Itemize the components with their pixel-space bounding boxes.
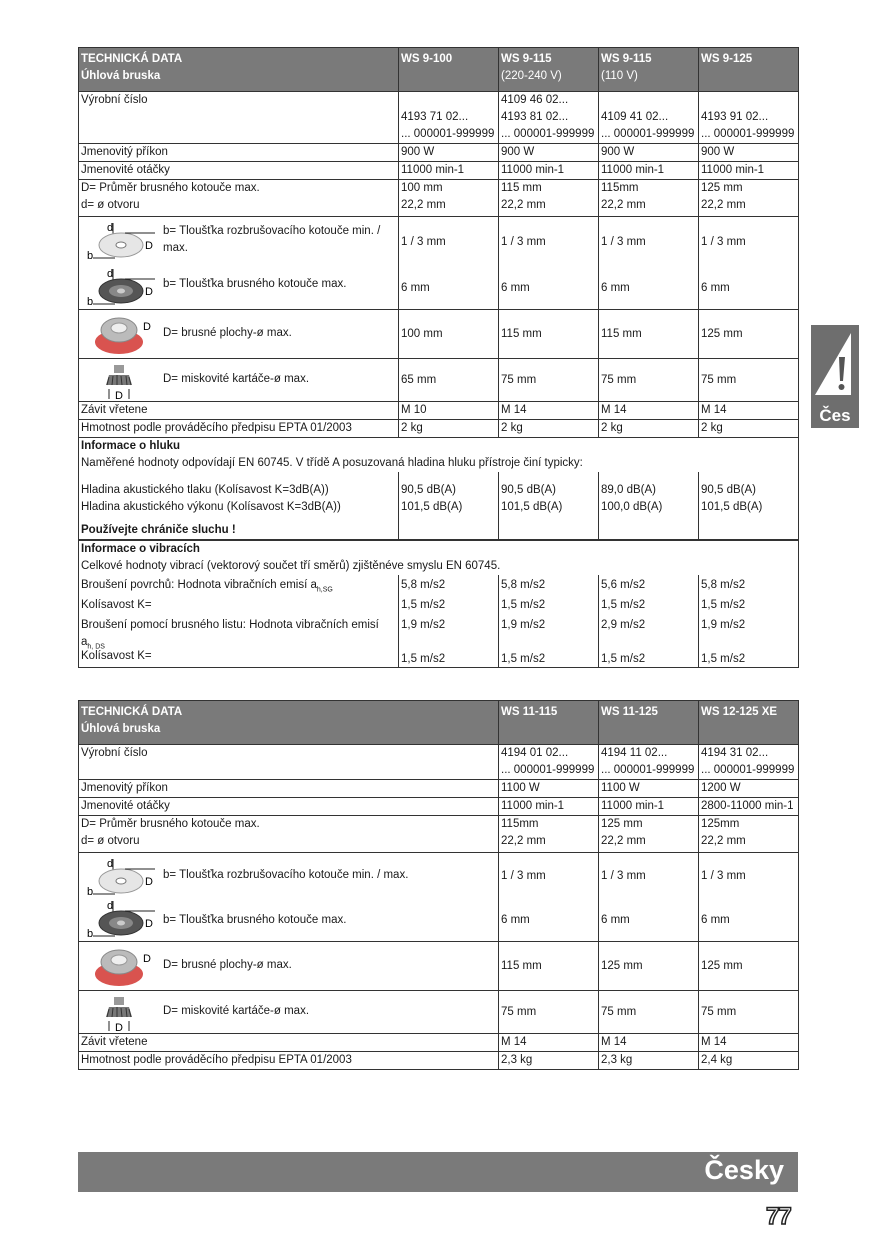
svg-text:b: b [87, 250, 94, 262]
table-row: Broušení povrchů: Hodnota vibračních emisí $a_{h,SG}$ Kolísavost K= Broušení pomocí brusného listu: Hodnota vibračních emisí $a_{h, DS}$ Kolísavost K= 5,8 m/s2 1,5 m/s2 1,9 m/s2 1,5 m/s2 5,8 m/s2 1,5 m/s2 1,9 m/s2 1,5 m/s2 5,6 m/s2 1,5 m/s2 2,9 m/s2 1,5 m/s2 5,8 m/s2 1,5 m/s2 1,9 m/s2 1,5 m/s2 [79, 575, 799, 668]
hearing-protection-warning: Používejte chrániče sluchu ! [81, 524, 236, 536]
vibration-heading: Informace o vibracích [81, 543, 200, 555]
tech-data-table-2 [78, 700, 799, 1070]
grinding-disc-icon [85, 899, 155, 941]
tech-data-table-1 [78, 47, 799, 668]
table-row: Jmenovitý příkon 1100 W 1100 W 1200 W [79, 780, 799, 798]
model-header: WS 9-100 [399, 48, 499, 92]
page-number: 77 [766, 1203, 791, 1230]
footer-language-bar [78, 1152, 798, 1192]
table-row: Jmenovité otáčky 11000 min-1 11000 min-1 11000 min-1 11000 min-1 [79, 162, 799, 180]
table-row: Závit vřetene M 14 M 14 M 14 [79, 1034, 799, 1052]
model-header: WS 12-125 XE [699, 701, 799, 745]
table-row: Výrobní číslo 4194 01 02... ... 000001-999999 4194 11 02... ... 000001-999999 4194 31 02... ... 000001-999999 [79, 745, 799, 780]
svg-text:D: D [143, 321, 151, 333]
svg-text:d: d [107, 222, 114, 234]
svg-text:d: d [107, 858, 114, 870]
cup-brush-icon [105, 363, 135, 401]
table-row: Jmenovitý příkon 900 W 900 W 900 W 900 W [79, 144, 799, 162]
model-header: WS 11-125 [599, 701, 699, 745]
sanding-pad-icon [93, 314, 155, 356]
model-header: WS 11-115 [499, 701, 599, 745]
language-side-tab [811, 325, 859, 428]
table-row: d b D d b D b= Tloušťka rozbrušovacího kotouče min. / max. b= Tloušťka brusného kotouče max. 1 / 3 mm 6 mm 1 / 3 mm 6 mm 1 / 3 mm 6 mm [79, 853, 799, 942]
table-row: D D= brusné plochy-ø max. 100 mm 115 mm 115 mm 125 mm [79, 310, 799, 359]
grinding-disc-icon [85, 267, 155, 309]
svg-text:D: D [115, 1022, 123, 1033]
vibration-section [79, 540, 799, 575]
cutting-disc-icon [85, 221, 155, 263]
table-row: Výrobní číslo 4193 71 02... ... 000001-999999 4109 46 02... 4193 81 02... ... 000001-999999 4109 41 02... ... 000001-999999 4193 91 02... ... 000001-999999 [79, 92, 799, 144]
table-row: Hmotnost podle prováděcího předpisu EPTA 01/2003 2 kg 2 kg 2 kg 2 kg [79, 420, 799, 438]
table-row: Hmotnost podle prováděcího předpisu EPTA 01/2003 2,3 kg 2,3 kg 2,4 kg [79, 1052, 799, 1070]
warning-icon [811, 329, 859, 399]
table-title: TECHNICKÁ DATA Úhlová bruska [79, 701, 499, 745]
model-header: WS 9-115 (220-240 V) [499, 48, 599, 92]
table-row: Závit vřetene M 10 M 14 M 14 M 14 [79, 402, 799, 420]
table-row: D D= miskovité kartáče-ø max. 65 mm 75 mm 75 mm 75 mm [79, 359, 799, 402]
svg-text:b: b [87, 296, 94, 308]
svg-text:b: b [87, 928, 94, 940]
sanding-pad-icon [93, 946, 155, 988]
model-header: WS 9-115 (110 V) [599, 48, 699, 92]
cup-brush-icon [105, 995, 135, 1033]
noise-heading: Informace o hluku [81, 440, 181, 452]
svg-text:D: D [145, 876, 153, 888]
noise-intro: Naměřené hodnoty odpovídají EN 60745. V třídě A posuzovaná hladina hluku přístroje činí typicky: [81, 457, 583, 469]
footer-language: Česky [704, 1155, 784, 1185]
table-row: D D= miskovité kartáče-ø max. 75 mm 75 mm 75 mm [79, 991, 799, 1034]
table-row: Jmenovité otáčky 11000 min-1 11000 min-1 2800-11000 min-1 [79, 798, 799, 816]
table-row: d b D d b D b= Tloušťka rozbrušovacího kotouče min. / max. b= Tloušťka brusného kotouče max. 1 / 3 mm 6 mm 1 / 3 mm 6 mm 1 / 3 mm 6 mm 1 / 3 mm 6 mm [79, 217, 799, 310]
side-tab-label: Čes [819, 406, 851, 425]
table-title: TECHNICKÁ DATA Úhlová bruska [79, 48, 399, 92]
model-header: WS 9-125 [699, 48, 799, 92]
vibration-intro: Celkové hodnoty vibrací (vektorový součet tří směrů) zjištěnéve smyslu EN 60745. [81, 560, 501, 572]
table-row: D= Průměr brusného kotouče max. d= ø otvoru 115mm 22,2 mm 125 mm 22,2 mm 125mm 22,2 mm [79, 816, 799, 853]
svg-text:D: D [145, 918, 153, 930]
svg-text:d: d [107, 900, 114, 912]
svg-text:D: D [115, 390, 123, 401]
table-row: D D= brusné plochy-ø max. 115 mm 125 mm 125 mm [79, 942, 799, 991]
svg-text:D: D [145, 240, 153, 252]
noise-section [79, 438, 799, 473]
svg-text:b: b [87, 886, 94, 898]
cutting-disc-icon [85, 857, 155, 899]
svg-text:d: d [107, 268, 114, 280]
table-row: D= Průměr brusného kotouče max. d= ø otvoru 100 mm 22,2 mm 115 mm 22,2 mm 115mm 22,2 mm 125 mm 22,2 mm [79, 180, 799, 217]
svg-text:D: D [143, 953, 151, 965]
table-row: Hladina akustického tlaku (Kolísavost K=3dB(A)) Hladina akustického výkonu (Kolísavost K=3dB(A)) Používejte chrániče sluchu ! 90,5 dB(A) 101,5 dB(A) 90,5 dB(A) 101,5 dB(A) 89,0 dB(A) 100,0 dB(A) 90,5 dB(A) 101,5 dB(A) [79, 472, 799, 540]
svg-text:D: D [145, 286, 153, 298]
